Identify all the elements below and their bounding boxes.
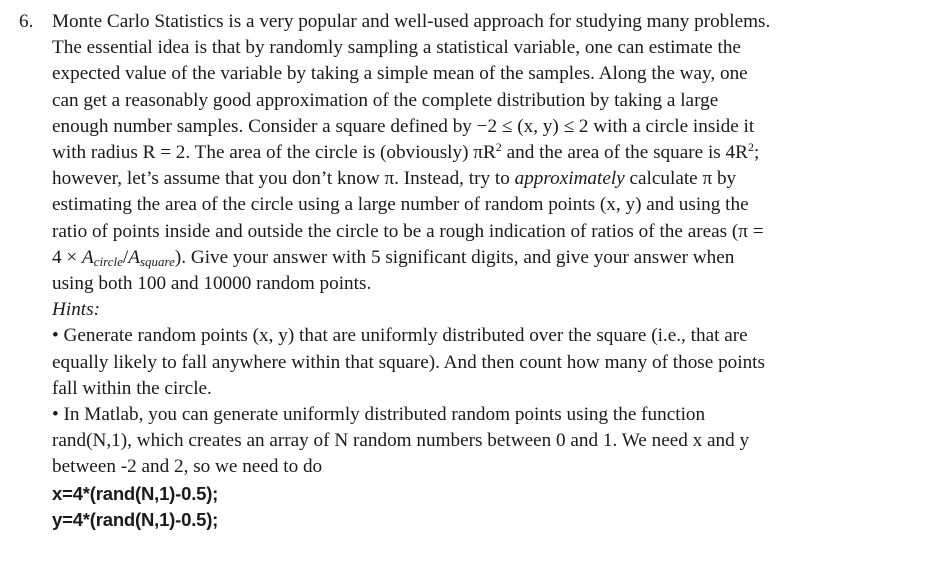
paragraph-line-2: The essential idea is that by randomly sampling a statistical variable, one can estimate the	[52, 37, 741, 59]
line6-after: ;	[753, 142, 760, 164]
paragraph-line-1: Monte Carlo Statistics is a very popular and well-used approach for studying many problems.	[52, 11, 771, 32]
line6-middle: and the area of the square is 4R	[501, 142, 748, 164]
hints-label: Hints:	[52, 299, 100, 321]
line6-sup2: 2	[747, 140, 754, 155]
line10-slash: /	[122, 246, 129, 268]
line7-after: calculate π by	[624, 168, 737, 190]
problem-number: 6.	[19, 11, 34, 32]
paragraph-line-6	[52, 140, 909, 166]
paragraph-line-5: enough number samples. Consider a square defined by −2 ≤ (x, y) ≤ 2 with a circle inside it	[52, 115, 755, 137]
line10-after: ). Give your answer with 5 significant digits, and give your answer when	[174, 246, 735, 268]
line7-before: however, let’s assume that you don’t know π. Instead, try to	[52, 168, 515, 190]
a-square-sub: square	[139, 253, 175, 269]
paragraph-line-8: estimating the area of the circle using a large number of random points (x, y) and using the	[52, 194, 749, 216]
line7-emphasis: approximately	[514, 168, 625, 190]
paragraph-line-4: can get a reasonably good approximation of the complete distribution by taking a large	[52, 89, 719, 111]
code-line-1: x=4*(rand(N,1)-0.5);	[52, 482, 219, 504]
problem-6	[19, 9, 909, 533]
a-square: A	[128, 246, 140, 268]
paragraph-line-3: expected value of the variable by taking a simple mean of the samples. Along the way, one	[52, 63, 748, 85]
a-circle: A	[82, 246, 94, 268]
line6-sup1: 2	[495, 140, 502, 155]
code-line-2: y=4*(rand(N,1)-0.5);	[52, 508, 219, 530]
hint1-line-1: • Generate random points (x, y) that are uniformly distributed over the square (i.e., that are	[52, 325, 748, 347]
paragraph-line-7	[52, 166, 909, 192]
hint2-line-1: • In Matlab, you can generate uniformly distributed random points using the function	[52, 404, 706, 426]
paragraph-line-9: ratio of points inside and outside the circle to be a rough indication of ratios of the areas (π =	[52, 220, 764, 242]
hint2-line-3: between -2 and 2, so we need to do	[52, 456, 323, 478]
line10-before: 4 ×	[52, 246, 83, 268]
hint2-line-2: rand(N,1), which creates an array of N random numbers between 0 and 1. We need x and y	[52, 430, 750, 452]
problem-body	[52, 9, 909, 533]
hint1-line-3: fall within the circle.	[52, 377, 212, 399]
a-circle-sub: circle	[93, 253, 123, 269]
hint1-line-2: equally likely to fall anywhere within that square). And then count how many of those points	[52, 351, 765, 373]
line6-before: with radius R = 2. The area of the circle is (obviously) πR	[52, 142, 496, 164]
paragraph-line-11: using both 100 and 10000 random points.	[52, 273, 372, 295]
paragraph-line-10	[52, 245, 909, 271]
